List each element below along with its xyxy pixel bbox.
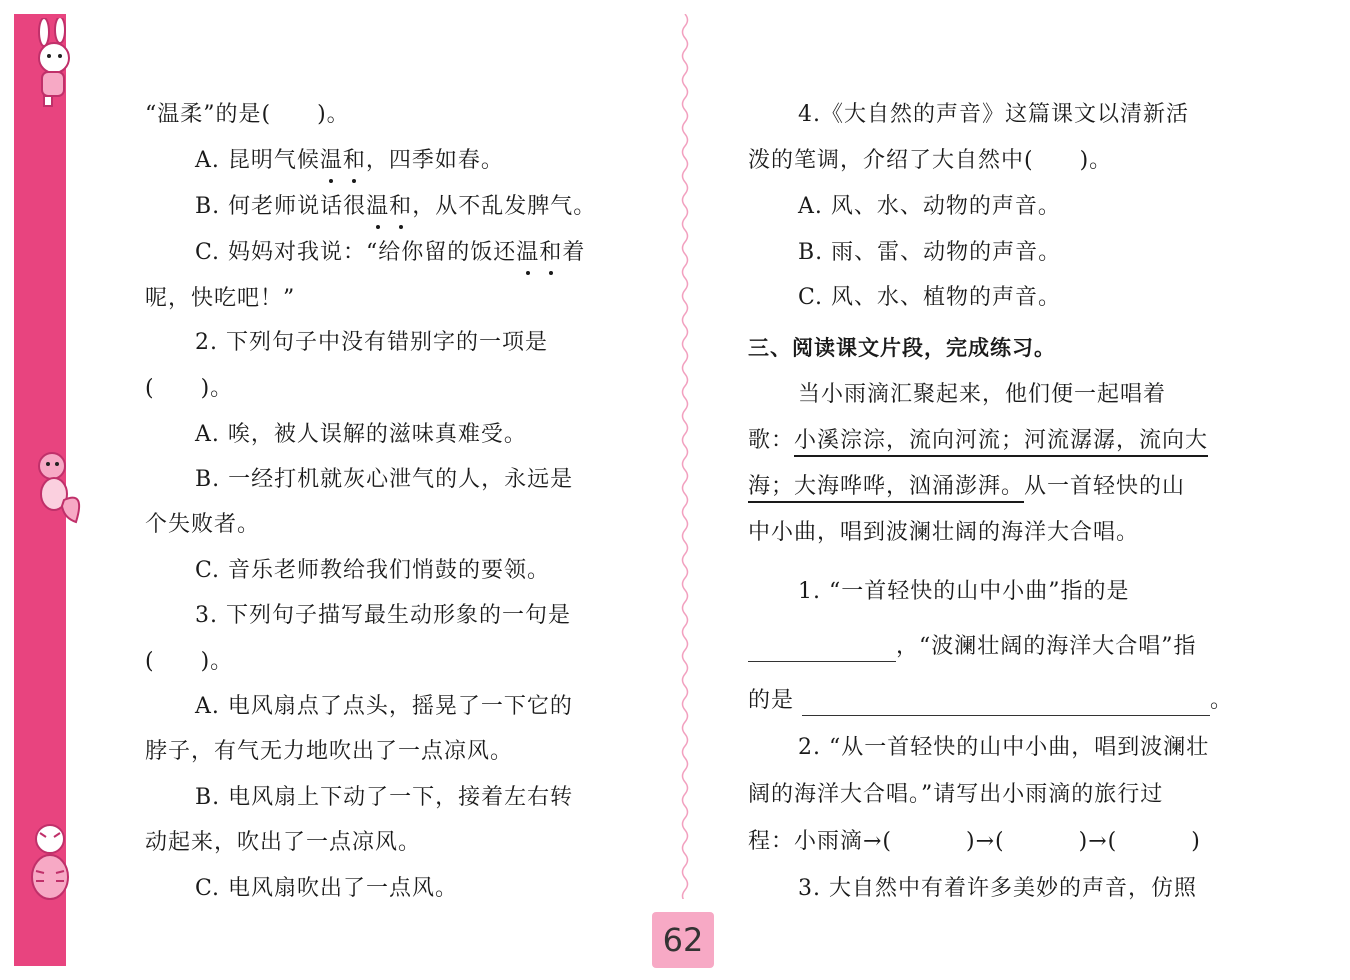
exercise-1-line-3: 的是 。 <box>748 686 1233 716</box>
page-number-badge <box>652 912 714 968</box>
answer-blank-2[interactable] <box>802 689 1210 716</box>
tiger-mascot-icon <box>14 815 84 905</box>
q4-option-c: C. 风、水、植物的声音。 <box>798 285 1062 310</box>
q1-option-b: B. 何老师说话很温和，从不乱发脾气。 <box>195 192 596 222</box>
q1-stem-tail: “温柔”的是( )。 <box>145 102 350 127</box>
q2-option-c: C. 音乐老师教给我们悄鼓的要领。 <box>195 558 551 583</box>
q2-option-b-cont: 个失败者。 <box>145 512 261 537</box>
passage-line-2: 歌：小溪淙淙，流向河流；河流潺潺，流向大 <box>748 426 1208 456</box>
exercise-3-stem: 3. 大自然中有着许多美妙的声音，仿照 <box>798 876 1197 901</box>
passage-line-4: 中小曲，唱到波澜壮阔的海洋大合唱。 <box>748 520 1140 545</box>
q1-option-a: A. 昆明气候温和，四季如春。 <box>195 146 504 176</box>
exercise-2-stem: 2. “从一首轻快的山中小曲，唱到波澜壮 <box>798 735 1210 760</box>
q3-option-b-cont: 动起来，吹出了一点凉风。 <box>145 830 422 855</box>
q2-answer-paren: ( )。 <box>145 376 234 401</box>
exercise-2-line-2: 阔的海洋大合唱。”请写出小雨滴的旅行过 <box>748 782 1164 807</box>
q3-option-a-cont: 脖子，有气无力地吹出了一点凉风。 <box>145 739 514 764</box>
rabbit-mascot-icon <box>14 18 84 108</box>
answer-blank-1[interactable] <box>748 635 896 662</box>
q2-option-b: B. 一经打机就灰心泄气的人，永远是 <box>195 467 574 492</box>
squirrel-mascot-icon <box>14 440 84 530</box>
q4-option-b: B. 雨、雷、动物的声音。 <box>798 240 1062 265</box>
q2-stem: 2. 下列句子中没有错别字的一项是 <box>195 330 548 355</box>
q3-answer-paren: ( )。 <box>145 649 234 674</box>
q4-stem-cont: 泼的笔调，介绍了大自然中( )。 <box>748 148 1113 173</box>
passage-line-1: 当小雨滴汇聚起来，他们便一起唱着 <box>798 382 1167 407</box>
passage-line-3: 海；大海哗哗，汹涌澎湃。从一首轻快的山 <box>748 472 1185 502</box>
q1-option-c-cont: 呢，快吃吧！” <box>145 286 296 311</box>
page-number: 62 <box>662 921 704 959</box>
q1-option-c: C. 妈妈对我说：“给你留的饭还温和着 <box>195 238 585 268</box>
q4-stem: 4.《大自然的声音》这篇课文以清新活 <box>798 102 1189 127</box>
q3-stem: 3. 下列句子描写最生动形象的一句是 <box>195 603 571 628</box>
q3-option-a: A. 电风扇点了点头，摇晃了一下它的 <box>195 694 573 719</box>
exercise-1-line-2: ，“波澜壮阔的海洋大合唱”指 <box>748 632 1197 662</box>
exercise-2-journey: 程：小雨滴→( )→( )→( ) <box>748 829 1201 854</box>
section-three-heading: 三、阅读课文片段，完成练习。 <box>748 336 1056 360</box>
q3-option-c: C. 电风扇吹出了一点风。 <box>195 876 459 901</box>
q3-option-b: B. 电风扇上下动了一下，接着左右转 <box>195 785 574 810</box>
page-divider <box>678 14 692 899</box>
q2-option-a: A. 唉，被人误解的滋味真难受。 <box>195 422 527 447</box>
exercise-1-stem: 1. “一首轻快的山中小曲”指的是 <box>798 579 1130 604</box>
q4-option-a: A. 风、水、动物的声音。 <box>798 194 1061 219</box>
